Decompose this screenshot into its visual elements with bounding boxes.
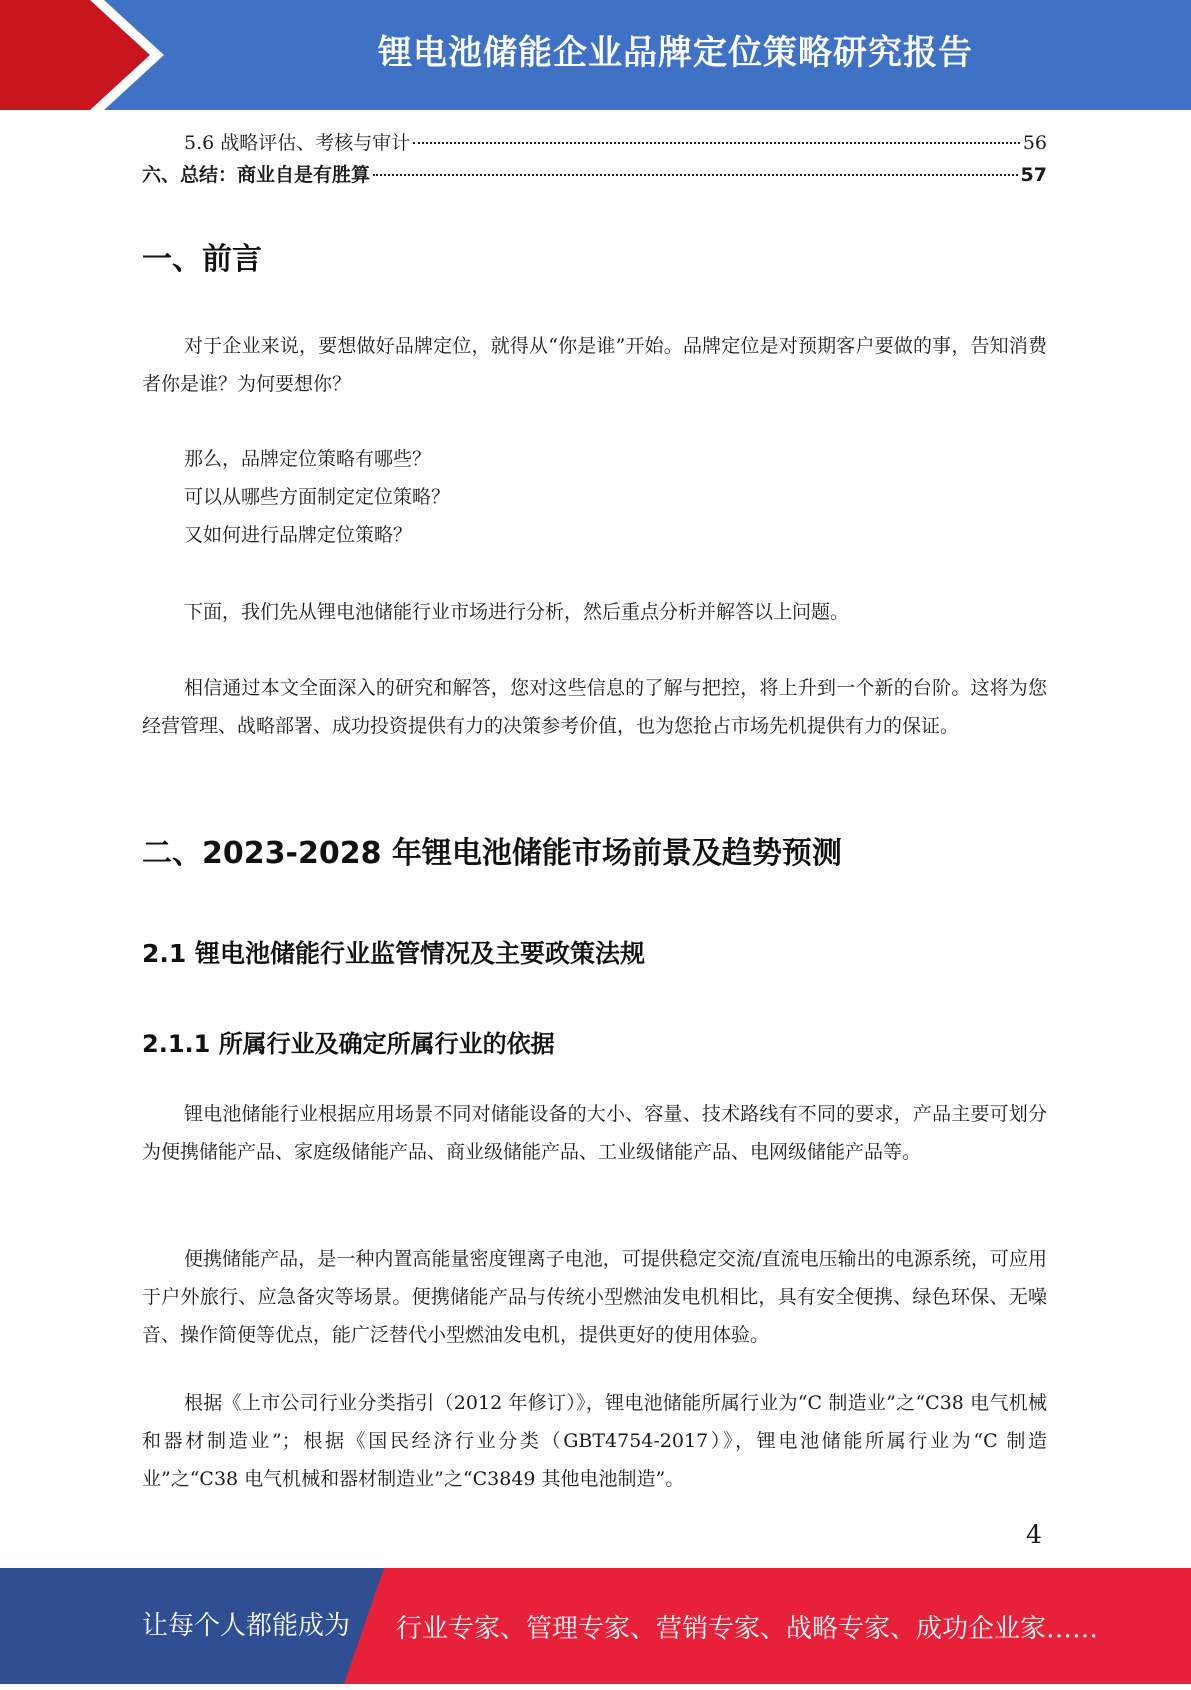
subsection-heading: 2.1 锂电池储能行业监管情况及主要政策法规 bbox=[142, 939, 645, 968]
section-heading-preface: 一、前言 bbox=[142, 242, 262, 277]
table-of-contents bbox=[142, 128, 1047, 192]
page-number: 4 bbox=[1026, 1520, 1042, 1549]
question-line: 又如何进行品牌定位策略？ bbox=[184, 524, 413, 546]
paragraph: 根据《上市公司行业分类指引（2012 年修订）》，锂电池储能所属行业为“C 制造业”之“C38 电气机械和器材制造业”；根据《国民经济行业分类（GBT4754-2017）》，锂电池储能所属行业为“C 制造业”之“C38 电气机械和器材制造业”之“C3849 其他电池制造”。 bbox=[142, 1392, 1047, 1490]
paragraph: 对于企业来说，要想做好品牌定位，就得从“你是谁”开始。品牌定位是对预期客户要做的事，告知消费者你是谁？为何要想你？ bbox=[142, 335, 1047, 395]
toc-leader-dots bbox=[373, 174, 1018, 176]
section-heading-market-outlook: 二、2023-2028 年锂电池储能市场前景及趋势预测 bbox=[142, 836, 842, 871]
paragraph: 便携储能产品，是一种内置高能量密度锂离子电池，可提供稳定交流/直流电压输出的电源系统，可应用于户外旅行、应急备灾等场景。便携储能产品与传统小型燃油发电机相比，具有安全便携、绿色环保、无噪音、操作简便等优点，能广泛替代小型燃油发电机，提供更好的使用体验。 bbox=[142, 1248, 1047, 1346]
toc-entry[interactable] bbox=[142, 160, 1047, 192]
paragraph: 锂电池储能行业根据应用场景不同对储能设备的大小、容量、技术路线有不同的要求，产品主要可划分为便携储能产品、家庭级储能产品、商业级储能产品、工业级储能产品、电网级储能产品等。 bbox=[142, 1103, 1047, 1163]
header-banner bbox=[0, 0, 1191, 110]
paragraph: 下面，我们先从锂电池储能行业市场进行分析，然后重点分析并解答以上问题。 bbox=[184, 601, 850, 623]
footer-banner bbox=[0, 1568, 1191, 1684]
question-line: 可以从哪些方面制定定位策略？ bbox=[184, 486, 451, 508]
subsubsection-heading: 2.1.1 所属行业及确定所属行业的依据 bbox=[142, 1030, 555, 1058]
toc-entry-page: 57 bbox=[1020, 164, 1047, 186]
toc-entry-label: 5.6 战略评估、考核与审计 bbox=[184, 132, 411, 154]
paragraph: 相信通过本文全面深入的研究和解答，您对这些信息的了解与把控，将上升到一个新的台阶。这将为您经营管理、战略部署、成功投资提供有力的决策参考价值，也为您抢占市场先机提供有力的保证。 bbox=[142, 677, 1047, 737]
report-title: 锂电池储能企业品牌定位策略研究报告 bbox=[378, 33, 973, 73]
toc-entry[interactable] bbox=[142, 128, 1047, 160]
question-line: 那么，品牌定位策略有哪些？ bbox=[184, 448, 432, 470]
footer-slogan-left: 让每个人都能成为 bbox=[142, 1611, 351, 1641]
toc-entry-label: 六、总结：商业自是有胜算 bbox=[142, 164, 371, 186]
footer-slogan-right: 行业专家、管理专家、营销专家、战略专家、成功企业家…… bbox=[396, 1614, 1099, 1644]
toc-leader-dots bbox=[413, 142, 1020, 144]
toc-entry-page: 56 bbox=[1022, 132, 1047, 154]
